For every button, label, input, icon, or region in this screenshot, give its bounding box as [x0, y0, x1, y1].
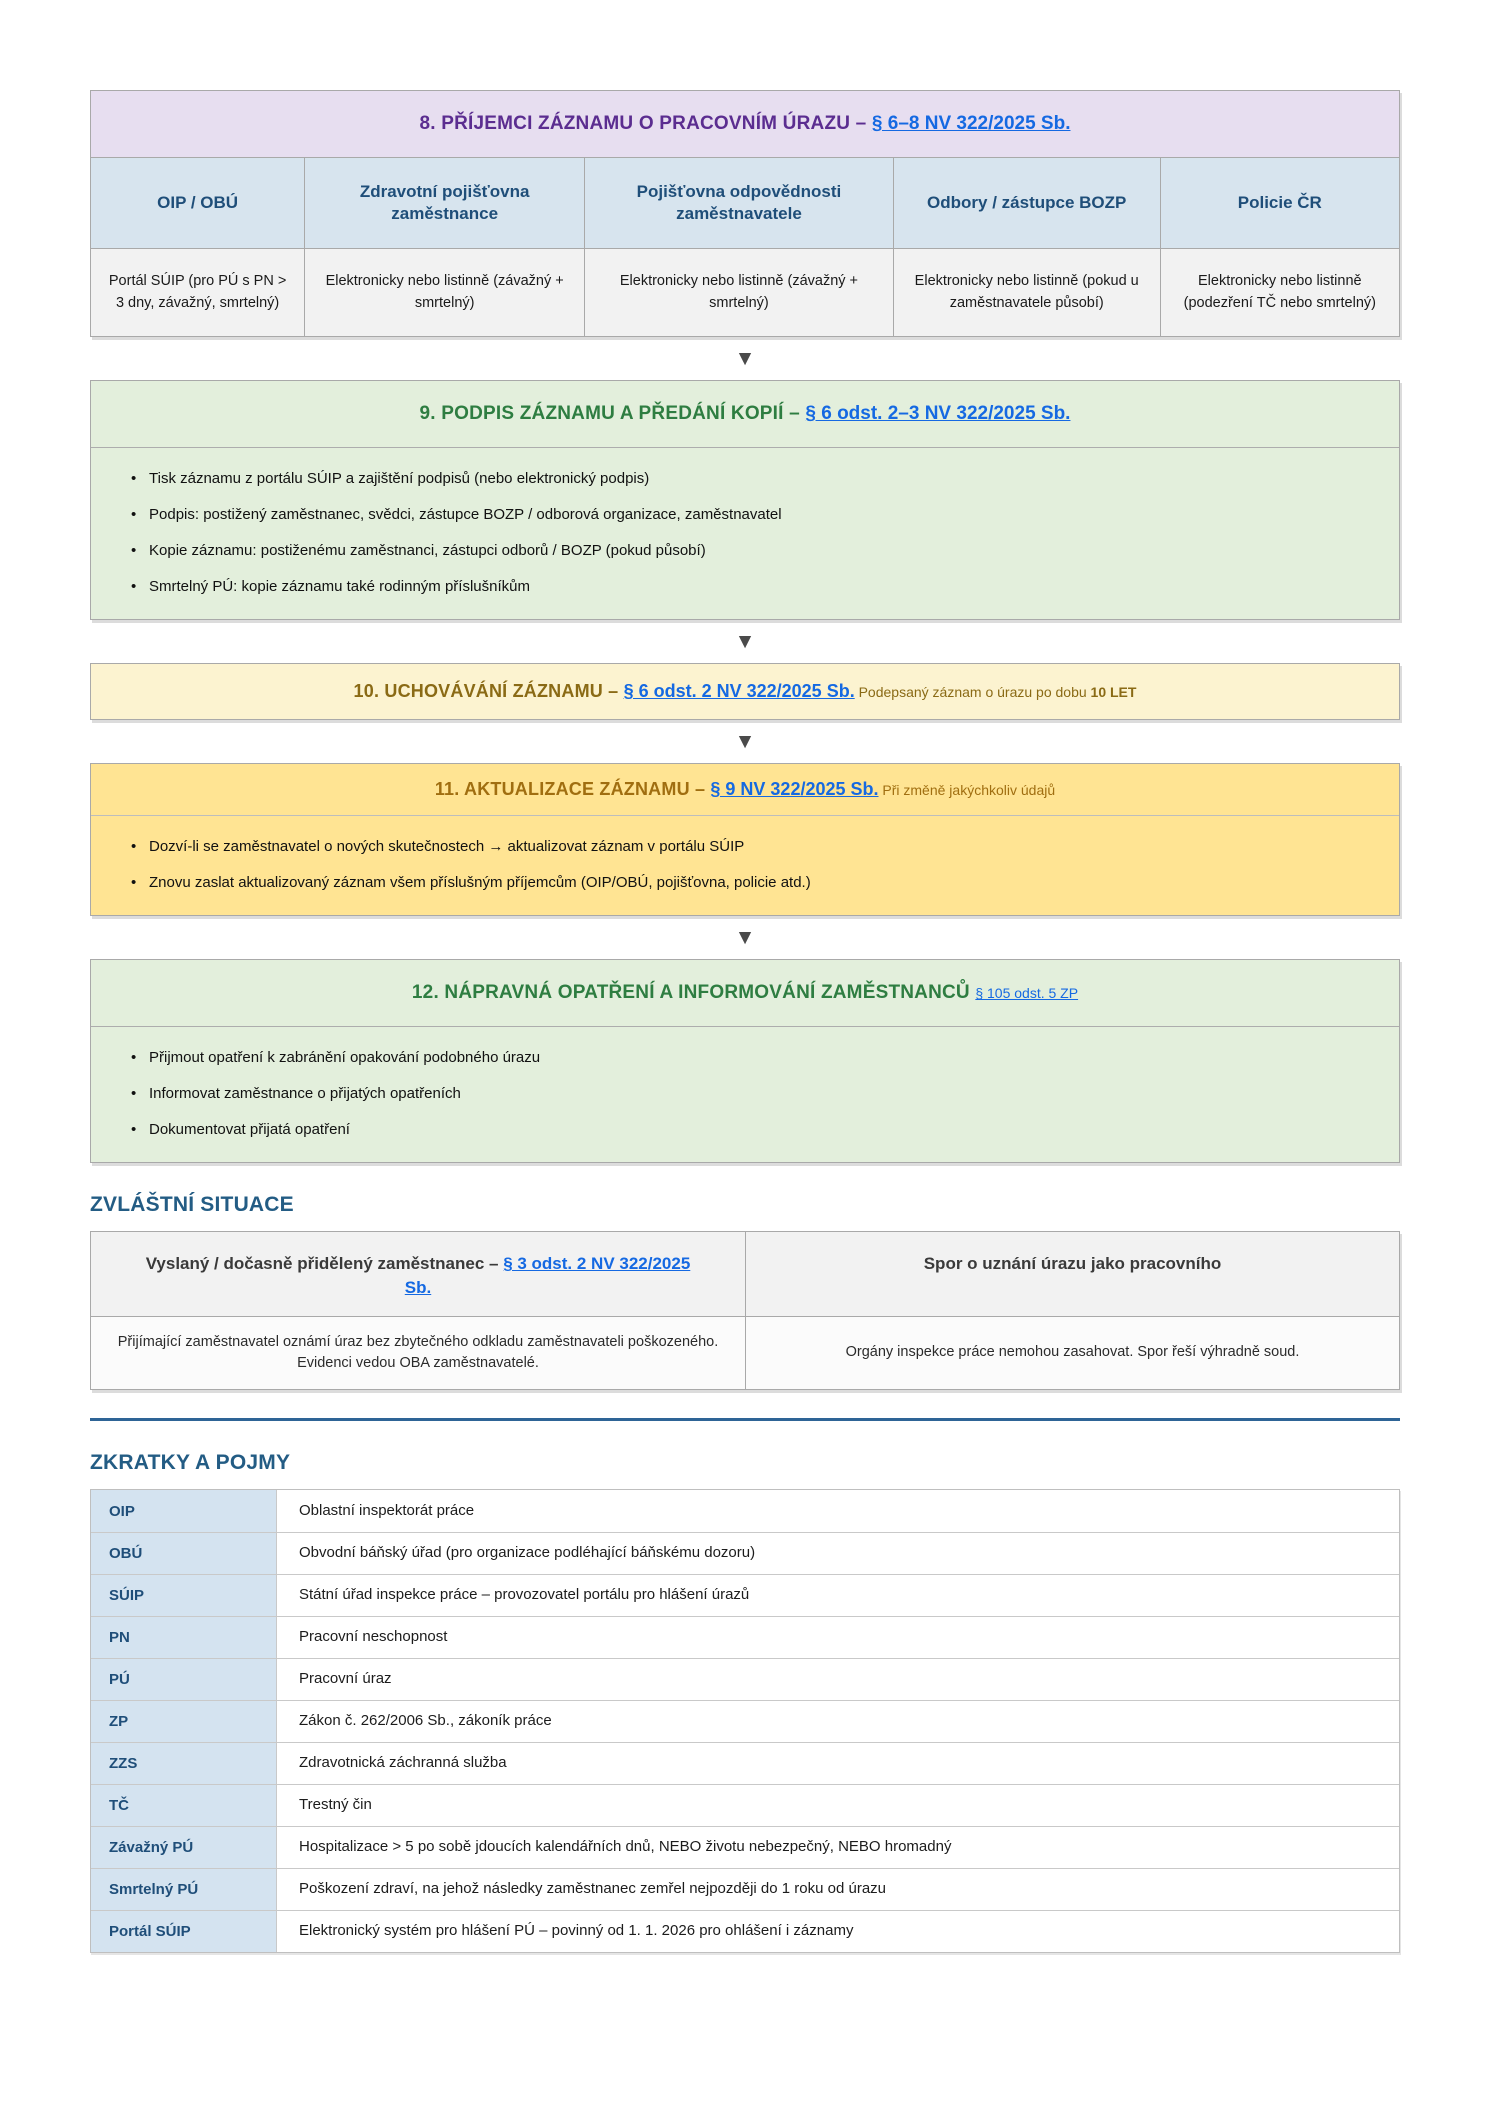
- bullet-item: • Dozví-li se zaměstnavatel o nových skutečnostech → aktualizovat záznam v portálu SÚIP: [121, 836, 1369, 857]
- step9-law-link[interactable]: § 6 odst. 2–3 NV 322/2025 Sb.: [805, 403, 1071, 424]
- step10-title-band: [91, 664, 1399, 719]
- special-header-row: [91, 1232, 1399, 1316]
- step8-law-link[interactable]: § 6–8 NV 322/2025 Sb.: [871, 113, 1071, 134]
- step11-body: [91, 816, 1399, 915]
- receiver-cell-odbory-bozp: Elektronicky nebo listinně (pokud u zaměstnavatele působí): [893, 249, 1160, 336]
- table-row: [91, 1574, 1399, 1616]
- step11-title-band: [91, 764, 1399, 816]
- table-row: [91, 1700, 1399, 1742]
- bullet-item: • Podpis: postižený zaměstnanec, svědci, zástupce BOZP / odborová organizace, zaměstnavatel: [121, 504, 1369, 525]
- receiver-header-policie: Policie ČR: [1160, 158, 1399, 248]
- table-row: [91, 1868, 1399, 1910]
- step12-body: [91, 1027, 1399, 1162]
- bullet-item: • Kopie záznamu: postiženému zaměstnanci, zástupci odborů / BOZP (pokud působí): [121, 540, 1369, 561]
- abbr-cell-obu: OBÚ: [91, 1533, 277, 1574]
- special-header-seconded-employee: [91, 1232, 745, 1316]
- bullet-item: • Znovu zaslat aktualizovaný záznam všem příslušným příjemcům (OIP/OBÚ, pojišťovna, policie atd.): [121, 872, 1369, 893]
- abbreviations-table: [90, 1489, 1400, 1953]
- abbr-cell-zp: ZP: [91, 1701, 277, 1742]
- receiver-header-pojistovna-odpovednosti: Pojišťovna odpovědnosti zaměstnavatele: [584, 158, 893, 248]
- receiver-cell-oip-obu: Portál SÚIP (pro PÚ s PN > 3 dny, závažný, smrtelný): [108, 273, 287, 311]
- step9-signature-box: [90, 380, 1400, 620]
- receiver-header-oip-obu: OIP / OBÚ: [157, 192, 239, 212]
- table-row: [91, 1784, 1399, 1826]
- abbr-cell-zzs: ZZS: [91, 1743, 277, 1784]
- arrow-down-icon: ▼: [734, 630, 756, 653]
- definition-cell: Zdravotnická záchranná služba: [277, 1743, 1399, 1784]
- step9-bullet-list: [91, 448, 1399, 619]
- bullet-item: • Dokumentovat přijatá opatření: [121, 1119, 1369, 1140]
- step12-bullet-list: [91, 1027, 1399, 1162]
- definition-cell: Poškození zdraví, na jehož následky zaměstnanec zemřel nejpozději do 1 roku od úrazu: [277, 1869, 1399, 1910]
- receiver-header-odbory-bozp: Odbory / zástupce BOZP: [893, 158, 1160, 248]
- table-row: [91, 1490, 1399, 1532]
- abbr-cell-smrtelny-pu: Smrtelný PÚ: [91, 1869, 277, 1910]
- definition-cell: Hospitalizace > 5 po sobě jdoucích kalendářních dnů, NEBO životu nebezpečný, NEBO hromadný: [277, 1827, 1399, 1868]
- section-divider: [90, 1418, 1400, 1421]
- bullet-item: • Informovat zaměstnance o přijatých opatřeních: [121, 1083, 1369, 1104]
- step8-title: 8. PŘÍJEMCI ZÁZNAMU O PRACOVNÍM ÚRAZU –: [419, 113, 872, 134]
- step12-law-link[interactable]: § 105 odst. 5 ZP: [975, 985, 1079, 1001]
- step11-bullet-list: [91, 816, 1399, 915]
- step9-body: [91, 448, 1399, 619]
- abbr-cell-zavazny-pu: Závažný PÚ: [91, 1827, 277, 1868]
- table-row: [91, 1658, 1399, 1700]
- receiver-cell-policie: Elektronicky nebo listinně (podezření TČ nebo smrtelný): [1160, 249, 1399, 336]
- receiver-header-zdravotni-pojistovna: Zdravotní pojišťovna zaměstnance: [304, 158, 584, 248]
- step10-note-duration: 10 LET: [1090, 684, 1137, 700]
- definition-cell: Elektronický systém pro hlášení PÚ – povinný od 1. 1. 2026 pro ohlášení i záznamy: [277, 1911, 1399, 1952]
- abbr-cell-pu: PÚ: [91, 1659, 277, 1700]
- table-row: [91, 1616, 1399, 1658]
- arrow-down-icon: ▼: [734, 730, 756, 753]
- step8-receivers-box: [90, 90, 1400, 337]
- step9-title: 9. PODPIS ZÁZNAMU A PŘEDÁNÍ KOPIÍ –: [419, 403, 806, 424]
- definition-cell: Trestný čin: [277, 1785, 1399, 1826]
- step10-law-link[interactable]: § 6 odst. 2 NV 322/2025 Sb.: [623, 681, 855, 701]
- step12-title-band: [91, 960, 1399, 1027]
- special-situations-table: [90, 1231, 1400, 1390]
- abbr-cell-pn: PN: [91, 1617, 277, 1658]
- receivers-body-row: [91, 248, 1399, 336]
- arrow-down-icon: ▼: [734, 347, 756, 370]
- receiver-cell-pojistovna-odpovednosti: Elektronicky nebo listinně (závažný + smrtelný): [584, 249, 893, 336]
- receivers-header-row: [91, 157, 1399, 248]
- step11-title: 11. AKTUALIZACE ZÁZNAMU –: [434, 779, 711, 799]
- table-row: [91, 1532, 1399, 1574]
- definition-cell: Státní úřad inspekce práce – provozovatel portálu pro hlášení úrazů: [277, 1575, 1399, 1616]
- step11-note: Při změně jakýchkoliv údajů: [878, 782, 1056, 798]
- arrow-down-icon: ▼: [734, 926, 756, 949]
- special-header-dispute: Spor o uznání úrazu jako pracovního: [745, 1232, 1399, 1316]
- step10-note: Podepsaný záznam o úrazu po dobu: [854, 684, 1091, 700]
- abbr-cell-tc: TČ: [91, 1785, 277, 1826]
- definition-cell: Zákon č. 262/2006 Sb., zákoník práce: [277, 1701, 1399, 1742]
- special-cell-dispute: Orgány inspekce práce nemohou zasahovat. Spor řeší výhradně soud.: [745, 1317, 1399, 1389]
- abbreviations-heading: ZKRATKY A POJMY: [90, 1451, 291, 1474]
- table-row: [91, 1910, 1399, 1952]
- special-law-link[interactable]: § 3 odst. 2 NV 322/2025 Sb.: [404, 1254, 691, 1297]
- special-situations-heading: ZVLÁŠTNÍ SITUACE: [90, 1193, 294, 1216]
- abbr-cell-oip: OIP: [91, 1490, 277, 1532]
- receiver-cell-zdravotni-pojistovna: Elektronicky nebo listinně (závažný + smrtelný): [304, 249, 584, 336]
- definition-cell: Obvodní báňský úřad (pro organizace podléhající báňskému dozoru): [277, 1533, 1399, 1574]
- step8-title-band: [91, 91, 1399, 157]
- definition-cell: Pracovní neschopnost: [277, 1617, 1399, 1658]
- bullet-item: • Přijmout opatření k zabránění opakování podobného úrazu: [121, 1047, 1369, 1068]
- step12-corrective-box: [90, 959, 1400, 1163]
- bullet-item: • Tisk záznamu z portálu SÚIP a zajištění podpisů (nebo elektronický podpis): [121, 468, 1369, 489]
- step10-title: 10. UCHOVÁVÁNÍ ZÁZNAMU –: [353, 681, 624, 701]
- definition-cell: Oblastní inspektorát práce: [277, 1490, 1399, 1532]
- step11-law-link[interactable]: § 9 NV 322/2025 Sb.: [710, 779, 879, 799]
- bullet-item: • Smrtelný PÚ: kopie záznamu také rodinným příslušníkům: [121, 576, 1369, 597]
- step12-title: 12. NÁPRAVNÁ OPATŘENÍ A INFORMOVÁNÍ ZAMĚSTNANCŮ: [411, 982, 976, 1003]
- step10-retention-box: [90, 663, 1400, 720]
- abbr-cell-suip: SÚIP: [91, 1575, 277, 1616]
- step9-title-band: [91, 381, 1399, 448]
- definition-cell: Pracovní úraz: [277, 1659, 1399, 1700]
- table-row: [91, 1826, 1399, 1868]
- special-header-left-text: Vyslaný / dočasně přidělený zaměstnanec –: [145, 1254, 504, 1273]
- abbr-cell-portal-suip: Portál SÚIP: [91, 1911, 277, 1952]
- step11-update-box: [90, 763, 1400, 916]
- page-content: [90, 90, 1400, 1953]
- table-row: [91, 1742, 1399, 1784]
- special-cell-seconded-employee: Přijímající zaměstnavatel oznámí úraz bez zbytečného odkladu zaměstnavateli poškozeného. Evidenci vedou OBA zaměstnavatelé.: [117, 1333, 719, 1371]
- special-body-row: [91, 1316, 1399, 1389]
